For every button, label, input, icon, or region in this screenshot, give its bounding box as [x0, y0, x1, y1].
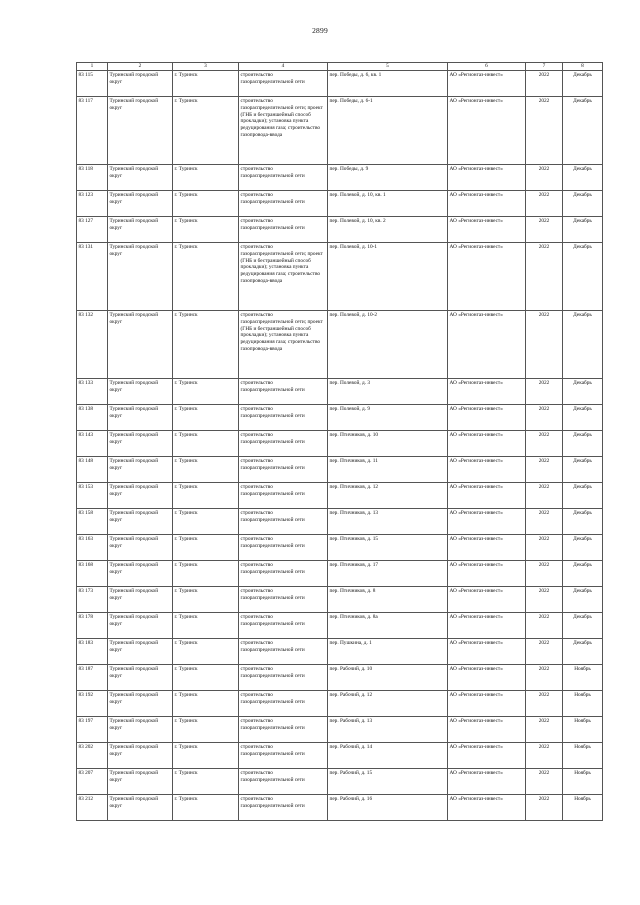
contractor-cell: АО «Регионгаз-инвест» — [448, 743, 526, 769]
month-cell: Декабрь — [563, 561, 603, 587]
work-description-cell: строительство газораспределительной сети — [239, 665, 328, 691]
table-row — [77, 311, 603, 379]
contractor-cell: АО «Регионгаз-инвест» — [448, 535, 526, 561]
column-header: 1 — [77, 63, 108, 71]
row-number-cell: 83 117 — [77, 97, 108, 165]
work-description-cell: строительство газораспределительной сети — [239, 561, 328, 587]
settlement-cell: г. Туринск — [173, 691, 239, 717]
row-number-cell: 83 138 — [77, 405, 108, 431]
contractor-cell: АО «Регионгаз-инвест» — [448, 639, 526, 665]
address-cell: пер. Победы, д. 6-1 — [328, 97, 448, 165]
municipality-cell: Туринский городской округ — [108, 639, 173, 665]
year-cell: 2022 — [526, 243, 563, 311]
contractor-cell: АО «Регионгаз-инвест» — [448, 691, 526, 717]
work-description-cell: строительство газораспределительной сети — [239, 795, 328, 821]
settlement-cell: г. Туринск — [173, 717, 239, 743]
month-cell: Декабрь — [563, 613, 603, 639]
municipality-cell: Туринский городской округ — [108, 243, 173, 311]
column-header: 5 — [328, 63, 448, 71]
month-cell: Декабрь — [563, 431, 603, 457]
row-number-cell: 83 133 — [77, 379, 108, 405]
year-cell: 2022 — [526, 535, 563, 561]
month-cell: Ноябрь — [563, 743, 603, 769]
address-cell: пер. Птичников, д. 13 — [328, 509, 448, 535]
work-description-cell: строительство газораспределительной сети — [239, 165, 328, 191]
address-cell: пер. Птичников, д. 8 — [328, 587, 448, 613]
year-cell: 2022 — [526, 639, 563, 665]
row-number-cell: 83 123 — [77, 191, 108, 217]
table-row — [77, 587, 603, 613]
address-cell: пер. Рабочий, д. 13 — [328, 717, 448, 743]
year-cell: 2022 — [526, 165, 563, 191]
municipality-cell: Туринский городской округ — [108, 665, 173, 691]
row-number-cell: 83 118 — [77, 165, 108, 191]
contractor-cell: АО «Регионгаз-инвест» — [448, 587, 526, 613]
address-cell: пер. Полевой, д. 3 — [328, 379, 448, 405]
month-cell: Декабрь — [563, 535, 603, 561]
month-cell: Декабрь — [563, 217, 603, 243]
table-row — [77, 97, 603, 165]
settlement-cell: г. Туринск — [173, 405, 239, 431]
settlement-cell: г. Туринск — [173, 311, 239, 379]
address-cell: пер. Полевой, д. 9 — [328, 405, 448, 431]
municipality-cell: Туринский городской округ — [108, 587, 173, 613]
column-header: 6 — [448, 63, 526, 71]
municipality-cell: Туринский городской округ — [108, 769, 173, 795]
table-row — [77, 243, 603, 311]
contractor-cell: АО «Регионгаз-инвест» — [448, 613, 526, 639]
year-cell: 2022 — [526, 717, 563, 743]
settlement-cell: г. Туринск — [173, 379, 239, 405]
work-description-cell: строительство газораспределительной сети — [239, 691, 328, 717]
contractor-cell: АО «Регионгаз-инвест» — [448, 431, 526, 457]
address-cell: пер. Птичников, д. 17 — [328, 561, 448, 587]
year-cell: 2022 — [526, 587, 563, 613]
month-cell: Декабрь — [563, 97, 603, 165]
table-row — [77, 717, 603, 743]
contractor-cell: АО «Регионгаз-инвест» — [448, 795, 526, 821]
table-row — [77, 665, 603, 691]
contractor-cell: АО «Регионгаз-инвест» — [448, 191, 526, 217]
table-row — [77, 405, 603, 431]
contractor-cell: АО «Регионгаз-инвест» — [448, 379, 526, 405]
row-number-cell: 83 197 — [77, 717, 108, 743]
settlement-cell: г. Туринск — [173, 483, 239, 509]
work-description-cell: строительство газораспределительной сети — [239, 717, 328, 743]
table-row — [77, 691, 603, 717]
year-cell: 2022 — [526, 405, 563, 431]
municipality-cell: Туринский городской округ — [108, 561, 173, 587]
settlement-cell: г. Туринск — [173, 535, 239, 561]
settlement-cell: г. Туринск — [173, 243, 239, 311]
year-cell: 2022 — [526, 97, 563, 165]
row-number-cell: 83 173 — [77, 587, 108, 613]
municipality-cell: Туринский городской округ — [108, 743, 173, 769]
row-number-cell: 83 183 — [77, 639, 108, 665]
settlement-cell: г. Туринск — [173, 217, 239, 243]
work-description-cell: строительство газораспределительной сети — [239, 431, 328, 457]
column-header: 7 — [526, 63, 563, 71]
contractor-cell: АО «Регионгаз-инвест» — [448, 483, 526, 509]
row-number-cell: 83 192 — [77, 691, 108, 717]
row-number-cell: 83 127 — [77, 217, 108, 243]
year-cell: 2022 — [526, 691, 563, 717]
month-cell: Декабрь — [563, 165, 603, 191]
municipality-cell: Туринский городской округ — [108, 613, 173, 639]
municipality-cell: Туринский городской округ — [108, 795, 173, 821]
contractor-cell: АО «Регионгаз-инвест» — [448, 561, 526, 587]
column-header: 2 — [108, 63, 173, 71]
work-description-cell: строительство газораспределительной сети — [239, 483, 328, 509]
month-cell: Декабрь — [563, 243, 603, 311]
contractor-cell: АО «Регионгаз-инвест» — [448, 665, 526, 691]
municipality-cell: Туринский городской округ — [108, 217, 173, 243]
work-description-cell: строительство газораспределительной сети; проект (ГНБ и бестраншейный способ прокладки); установка пункта редуцирования газа; строительство газопровода-ввода — [239, 311, 328, 379]
year-cell: 2022 — [526, 769, 563, 795]
address-cell: пер. Птичников, д. 11 — [328, 457, 448, 483]
municipality-cell: Туринский городской округ — [108, 379, 173, 405]
municipality-cell: Туринский городской округ — [108, 311, 173, 379]
address-cell: пер. Полевой, д. 10, кв. 1 — [328, 191, 448, 217]
settlement-cell: г. Туринск — [173, 165, 239, 191]
work-description-cell: строительство газораспределительной сети — [239, 379, 328, 405]
row-number-cell: 83 153 — [77, 483, 108, 509]
municipality-cell: Туринский городской округ — [108, 71, 173, 97]
municipality-cell: Туринский городской округ — [108, 431, 173, 457]
municipality-cell: Туринский городской округ — [108, 483, 173, 509]
month-cell: Декабрь — [563, 71, 603, 97]
address-cell: пер. Птичников, д. 15 — [328, 535, 448, 561]
address-cell: пер. Рабочий, д. 12 — [328, 691, 448, 717]
address-cell: пер. Рабочий, д. 14 — [328, 743, 448, 769]
address-cell: пер. Рабочий, д. 16 — [328, 795, 448, 821]
table-row — [77, 379, 603, 405]
address-cell: пер. Пушкина, д. 1 — [328, 639, 448, 665]
work-description-cell: строительство газораспределительной сети — [239, 587, 328, 613]
municipality-cell: Туринский городской округ — [108, 457, 173, 483]
month-cell: Декабрь — [563, 457, 603, 483]
gas-network-table — [76, 62, 603, 821]
table-row — [77, 561, 603, 587]
contractor-cell: АО «Регионгаз-инвест» — [448, 311, 526, 379]
month-cell: Декабрь — [563, 639, 603, 665]
address-cell: пер. Птичников, д. 10 — [328, 431, 448, 457]
row-number-cell: 83 143 — [77, 431, 108, 457]
row-number-cell: 83 163 — [77, 535, 108, 561]
municipality-cell: Туринский городской округ — [108, 509, 173, 535]
work-description-cell: строительство газораспределительной сети — [239, 405, 328, 431]
settlement-cell: г. Туринск — [173, 665, 239, 691]
month-cell: Декабрь — [563, 509, 603, 535]
work-description-cell: строительство газораспределительной сети — [239, 457, 328, 483]
month-cell: Декабрь — [563, 587, 603, 613]
contractor-cell: АО «Регионгаз-инвест» — [448, 717, 526, 743]
work-description-cell: строительство газораспределительной сети — [239, 769, 328, 795]
month-cell: Декабрь — [563, 483, 603, 509]
settlement-cell: г. Туринск — [173, 613, 239, 639]
municipality-cell: Туринский городской округ — [108, 97, 173, 165]
work-description-cell: строительство газораспределительной сети — [239, 217, 328, 243]
page-number: 2899 — [312, 26, 328, 35]
contractor-cell: АО «Регионгаз-инвест» — [448, 405, 526, 431]
year-cell: 2022 — [526, 191, 563, 217]
municipality-cell: Туринский городской округ — [108, 165, 173, 191]
month-cell: Ноябрь — [563, 795, 603, 821]
settlement-cell: г. Туринск — [173, 191, 239, 217]
row-number-cell: 83 131 — [77, 243, 108, 311]
table-row — [77, 743, 603, 769]
address-cell: пер. Полевой, д. 10-2 — [328, 311, 448, 379]
row-number-cell: 83 132 — [77, 311, 108, 379]
table-row — [77, 769, 603, 795]
settlement-cell: г. Туринск — [173, 457, 239, 483]
table-row — [77, 613, 603, 639]
row-number-cell: 83 148 — [77, 457, 108, 483]
municipality-cell: Туринский городской округ — [108, 191, 173, 217]
column-header: 3 — [173, 63, 239, 71]
table-row — [77, 795, 603, 821]
month-cell: Декабрь — [563, 191, 603, 217]
contractor-cell: АО «Регионгаз-инвест» — [448, 97, 526, 165]
month-cell: Декабрь — [563, 405, 603, 431]
address-cell: пер. Победы, д. 9 — [328, 165, 448, 191]
column-header: 8 — [563, 63, 603, 71]
table-body — [77, 71, 603, 821]
work-description-cell: строительство газораспределительной сети — [239, 639, 328, 665]
settlement-cell: г. Туринск — [173, 71, 239, 97]
year-cell: 2022 — [526, 483, 563, 509]
contractor-cell: АО «Регионгаз-инвест» — [448, 243, 526, 311]
month-cell: Ноябрь — [563, 665, 603, 691]
work-description-cell: строительство газораспределительной сети — [239, 71, 328, 97]
row-number-cell: 83 168 — [77, 561, 108, 587]
table-row — [77, 71, 603, 97]
address-cell: пер. Рабочий, д. 10 — [328, 665, 448, 691]
table-row — [77, 509, 603, 535]
contractor-cell: АО «Регионгаз-инвест» — [448, 217, 526, 243]
settlement-cell: г. Туринск — [173, 639, 239, 665]
year-cell: 2022 — [526, 743, 563, 769]
table-row — [77, 483, 603, 509]
work-description-cell: строительство газораспределительной сети — [239, 535, 328, 561]
row-number-cell: 83 207 — [77, 769, 108, 795]
table-header-row — [77, 63, 603, 71]
address-cell: пер. Птичников, д. 8а — [328, 613, 448, 639]
year-cell: 2022 — [526, 217, 563, 243]
year-cell: 2022 — [526, 665, 563, 691]
row-number-cell: 83 178 — [77, 613, 108, 639]
table-row — [77, 431, 603, 457]
contractor-cell: АО «Регионгаз-инвест» — [448, 165, 526, 191]
work-description-cell: строительство газораспределительной сети — [239, 743, 328, 769]
row-number-cell: 83 187 — [77, 665, 108, 691]
work-description-cell: строительство газораспределительной сети — [239, 191, 328, 217]
row-number-cell: 83 212 — [77, 795, 108, 821]
table-row — [77, 639, 603, 665]
row-number-cell: 83 158 — [77, 509, 108, 535]
settlement-cell: г. Туринск — [173, 743, 239, 769]
contractor-cell: АО «Регионгаз-инвест» — [448, 509, 526, 535]
municipality-cell: Туринский городской округ — [108, 405, 173, 431]
year-cell: 2022 — [526, 379, 563, 405]
work-description-cell: строительство газораспределительной сети; проект (ГНБ и бестраншейный способ прокладки); установка пункта редуцирования газа; строительство газопровода-ввода — [239, 243, 328, 311]
table-row — [77, 535, 603, 561]
municipality-cell: Туринский городской округ — [108, 691, 173, 717]
row-number-cell: 83 202 — [77, 743, 108, 769]
settlement-cell: г. Туринск — [173, 795, 239, 821]
address-cell: пер. Полевой, д. 10, кв. 2 — [328, 217, 448, 243]
contractor-cell: АО «Регионгаз-инвест» — [448, 71, 526, 97]
column-header: 4 — [239, 63, 328, 71]
month-cell: Ноябрь — [563, 691, 603, 717]
address-cell: пер. Рабочий, д. 15 — [328, 769, 448, 795]
municipality-cell: Туринский городской округ — [108, 717, 173, 743]
year-cell: 2022 — [526, 457, 563, 483]
contractor-cell: АО «Регионгаз-инвест» — [448, 769, 526, 795]
month-cell: Ноябрь — [563, 717, 603, 743]
month-cell: Декабрь — [563, 311, 603, 379]
settlement-cell: г. Туринск — [173, 431, 239, 457]
settlement-cell: г. Туринск — [173, 769, 239, 795]
settlement-cell: г. Туринск — [173, 587, 239, 613]
table-row — [77, 165, 603, 191]
settlement-cell: г. Туринск — [173, 509, 239, 535]
contractor-cell: АО «Регионгаз-инвест» — [448, 457, 526, 483]
month-cell: Декабрь — [563, 379, 603, 405]
year-cell: 2022 — [526, 561, 563, 587]
address-cell: пер. Полевой, д. 10-1 — [328, 243, 448, 311]
work-description-cell: строительство газораспределительной сети — [239, 613, 328, 639]
work-description-cell: строительство газораспределительной сети — [239, 509, 328, 535]
address-cell: пер. Птичников, д. 12 — [328, 483, 448, 509]
year-cell: 2022 — [526, 509, 563, 535]
settlement-cell: г. Туринск — [173, 97, 239, 165]
address-cell: пер. Победы, д. 6, кв. 1 — [328, 71, 448, 97]
month-cell: Ноябрь — [563, 769, 603, 795]
settlement-cell: г. Туринск — [173, 561, 239, 587]
year-cell: 2022 — [526, 613, 563, 639]
municipality-cell: Туринский городской округ — [108, 535, 173, 561]
row-number-cell: 83 115 — [77, 71, 108, 97]
year-cell: 2022 — [526, 71, 563, 97]
table-row — [77, 217, 603, 243]
table-row — [77, 191, 603, 217]
work-description-cell: строительство газораспределительной сети; проект (ГНБ и бестраншейный способ прокладки); установка пункта редуцирования газа; строительство газопровода-ввода — [239, 97, 328, 165]
year-cell: 2022 — [526, 311, 563, 379]
year-cell: 2022 — [526, 795, 563, 821]
year-cell: 2022 — [526, 431, 563, 457]
table-row — [77, 457, 603, 483]
